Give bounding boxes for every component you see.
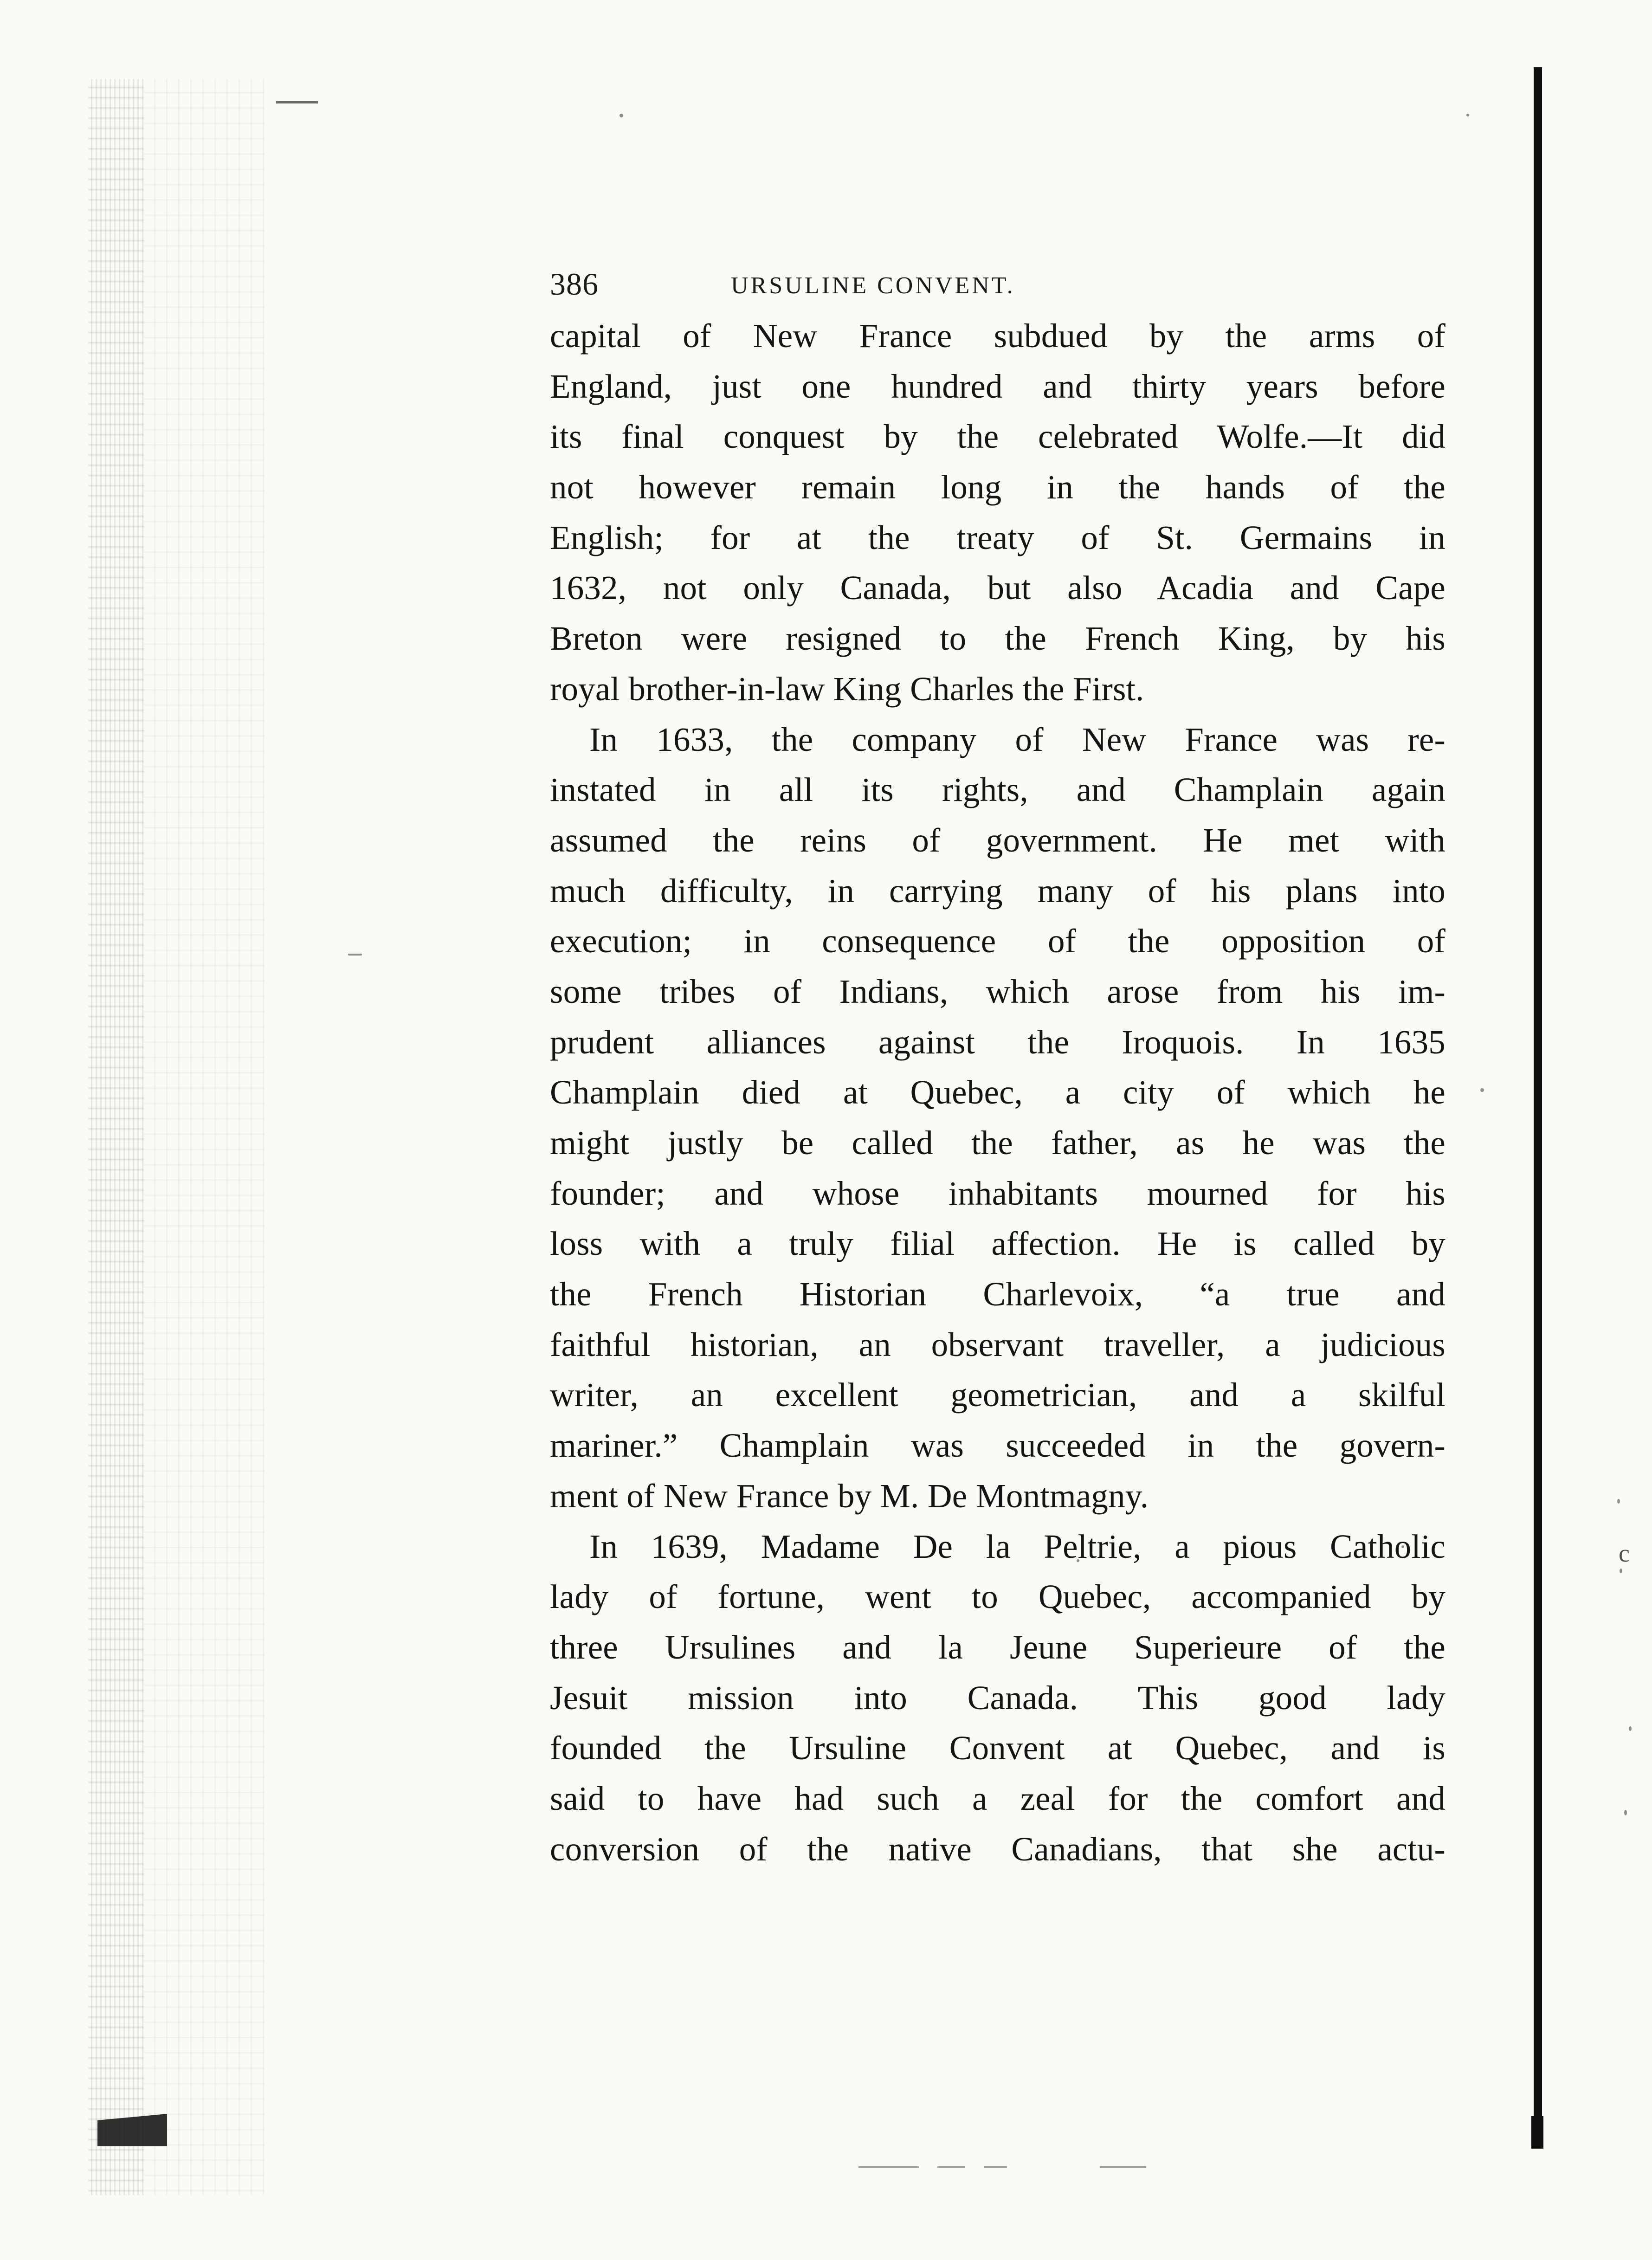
text-line: not however remain long in the hands of the	[550, 468, 1446, 506]
text-line: founded the Ursuline Convent at Quebec, and is	[550, 1729, 1446, 1767]
text-line: its final conquest by the celebrated Wolfe.—It did	[550, 418, 1446, 456]
text-line: In 1639, Madame De la Peltrie, a pious Catholic	[589, 1527, 1446, 1565]
text-line: much difficulty, in carrying many of his plans into	[550, 872, 1446, 910]
book-page	[550, 265, 1446, 1874]
speck	[1629, 1726, 1632, 1731]
paragraph	[550, 715, 1446, 1522]
page-number: 386	[550, 266, 599, 302]
right-edge-rule-end	[1531, 2116, 1543, 2149]
text-line: 1632, not only Canada, but also Acadia and Cape	[550, 569, 1446, 607]
text-line: conversion of the native Canadians, that she actu-	[550, 1830, 1446, 1868]
text-line: execution; in consequence of the opposition of	[550, 922, 1446, 960]
text-line: faithful historian, an observant traveller, a judicious	[550, 1325, 1446, 1363]
speck	[1466, 114, 1469, 116]
gutter-scan-noise	[88, 79, 144, 2195]
speck	[1624, 1810, 1627, 1815]
speck	[1480, 1088, 1484, 1092]
text-line: capital of New France subdued by the arms of	[550, 317, 1446, 355]
paragraph	[550, 1522, 1446, 1875]
text-line: assumed the reins of government. He met with	[550, 821, 1446, 859]
text-line: ment of New France by M. De Montmagny.	[550, 1477, 1149, 1515]
text-line: Jesuit mission into Canada. This good lady	[550, 1679, 1446, 1717]
text-line: loss with a truly filial affection. He is called by	[550, 1225, 1446, 1263]
text-line: said to have had such a zeal for the comfort and	[550, 1779, 1446, 1817]
text-line: the French Historian Charlevoix, “a true and	[550, 1275, 1446, 1313]
speck	[1620, 1569, 1622, 1573]
running-head	[550, 265, 1446, 311]
bottom-scan-mark	[937, 2166, 965, 2168]
top-scan-mark	[276, 101, 318, 103]
stray-margin-mark: c	[1619, 1539, 1630, 1567]
text-line: instated in all its rights, and Champlain again	[550, 771, 1446, 809]
gutter-scan-noise-light	[144, 79, 265, 2195]
text-line: three Ursulines and la Jeune Superieure of the	[550, 1628, 1446, 1666]
speck	[348, 954, 362, 956]
running-title: URSULINE CONVENT.	[731, 272, 1015, 299]
text-line: Champlain died at Quebec, a city of which he	[550, 1073, 1446, 1111]
text-line: writer, an excellent geometrician, and a skilful	[550, 1376, 1446, 1414]
text-line: might justly be called the father, as he was the	[550, 1124, 1446, 1162]
text-line: some tribes of Indians, which arose from his im-	[550, 972, 1446, 1010]
text-line: In 1633, the company of New France was re-	[589, 720, 1446, 758]
bottom-scan-mark	[858, 2166, 919, 2168]
speck	[620, 114, 623, 117]
right-edge-rule	[1534, 67, 1542, 2146]
bottom-scan-mark	[1100, 2166, 1146, 2168]
text-line: Breton were resigned to the French King, by his	[550, 620, 1446, 658]
text-line: founder; and whose inhabitants mourned for his	[550, 1174, 1446, 1212]
text-line: English; for at the treaty of St. Germains in	[550, 518, 1446, 556]
speck	[1617, 1499, 1620, 1504]
text-line: mariner.” Champlain was succeeded in the govern-	[550, 1427, 1446, 1465]
bottom-scan-mark	[984, 2166, 1007, 2168]
text-line: royal brother-in-law King Charles the First.	[550, 670, 1144, 708]
text-line: England, just one hundred and thirty years before	[550, 367, 1446, 405]
paragraph	[550, 311, 1446, 715]
text-line: lady of fortune, went to Quebec, accompanied by	[550, 1578, 1446, 1616]
text-line: prudent alliances against the Iroquois. In 1635	[550, 1023, 1446, 1061]
